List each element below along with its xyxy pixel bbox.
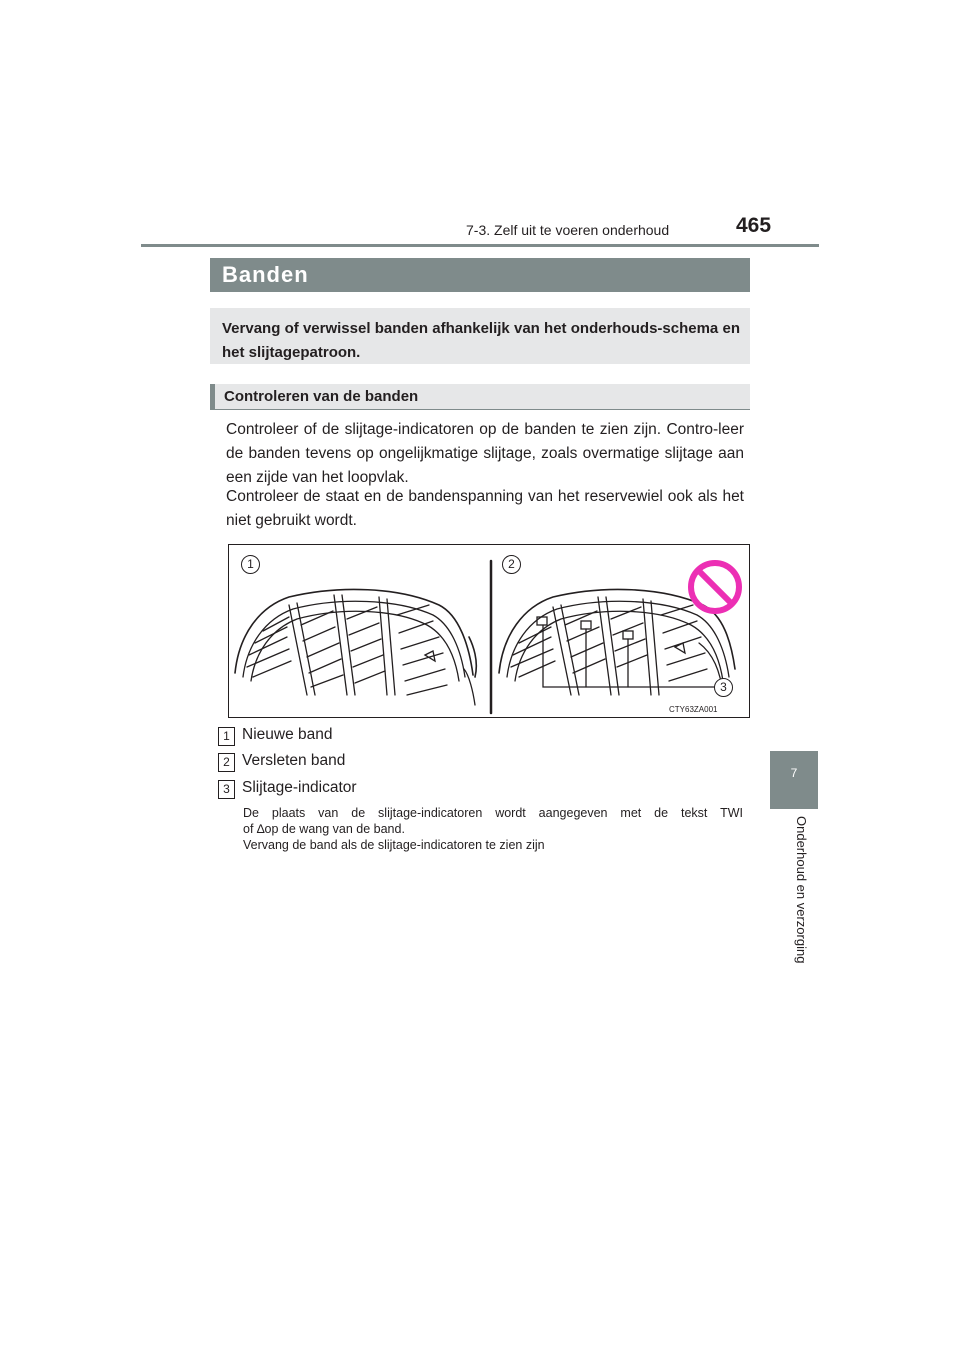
callout-3: 3 bbox=[714, 678, 733, 697]
note-line: of ∆op de wang van de band. bbox=[243, 822, 405, 836]
legend-number: 3 bbox=[218, 780, 235, 799]
subheading: Controleren van de banden bbox=[210, 384, 750, 410]
new-tire-drawing bbox=[235, 589, 476, 705]
tire-drawing bbox=[229, 545, 749, 717]
section-header: 7-3. Zelf uit te voeren onderhoud bbox=[466, 222, 670, 238]
header-rule bbox=[141, 244, 819, 247]
note-line: De plaats van de slijtage-indicatoren wordt aangegeven met de tekst TWI bbox=[243, 806, 743, 820]
legend-number: 2 bbox=[218, 753, 235, 772]
figure-code: CTY63ZA001 bbox=[669, 705, 718, 714]
legend-text: Versleten band bbox=[242, 752, 346, 769]
paragraph-check-indicators: Controleer of de slijtage-indicatoren op de banden te zien zijn. Contro-leer de banden tevens op ongelijkmatige slijtage, zoals overmatige slijtage aan een zijde van het loopvlak. bbox=[226, 421, 744, 486]
page-number: 465 bbox=[736, 214, 772, 237]
legend-text: Nieuwe band bbox=[242, 726, 333, 743]
note-line: Vervang de band als de slijtage-indicatoren te zien zijn bbox=[243, 838, 545, 852]
indicator-note bbox=[243, 805, 743, 853]
callout-1: 1 bbox=[241, 555, 260, 574]
chapter-number: 7 bbox=[790, 766, 798, 780]
callout-2: 2 bbox=[502, 555, 521, 574]
tire-illustration bbox=[228, 544, 750, 718]
prohibition-icon bbox=[691, 563, 739, 611]
intro-text: Vervang of verwissel banden afhankelijk van het onderhouds-schema en het slijtagepatroon. bbox=[222, 320, 740, 361]
page-title: Banden bbox=[210, 258, 750, 292]
chapter-label: Onderhoud en verzorging bbox=[794, 816, 809, 964]
legend-text: Slijtage-indicator bbox=[242, 779, 357, 796]
paragraph-spare-wheel: Controleer de staat en de bandenspanning van het reservewiel ook als het niet gebruikt wordt. bbox=[226, 488, 744, 529]
chapter-tab bbox=[770, 751, 818, 809]
intro-box bbox=[210, 308, 750, 364]
legend-number: 1 bbox=[218, 727, 235, 746]
